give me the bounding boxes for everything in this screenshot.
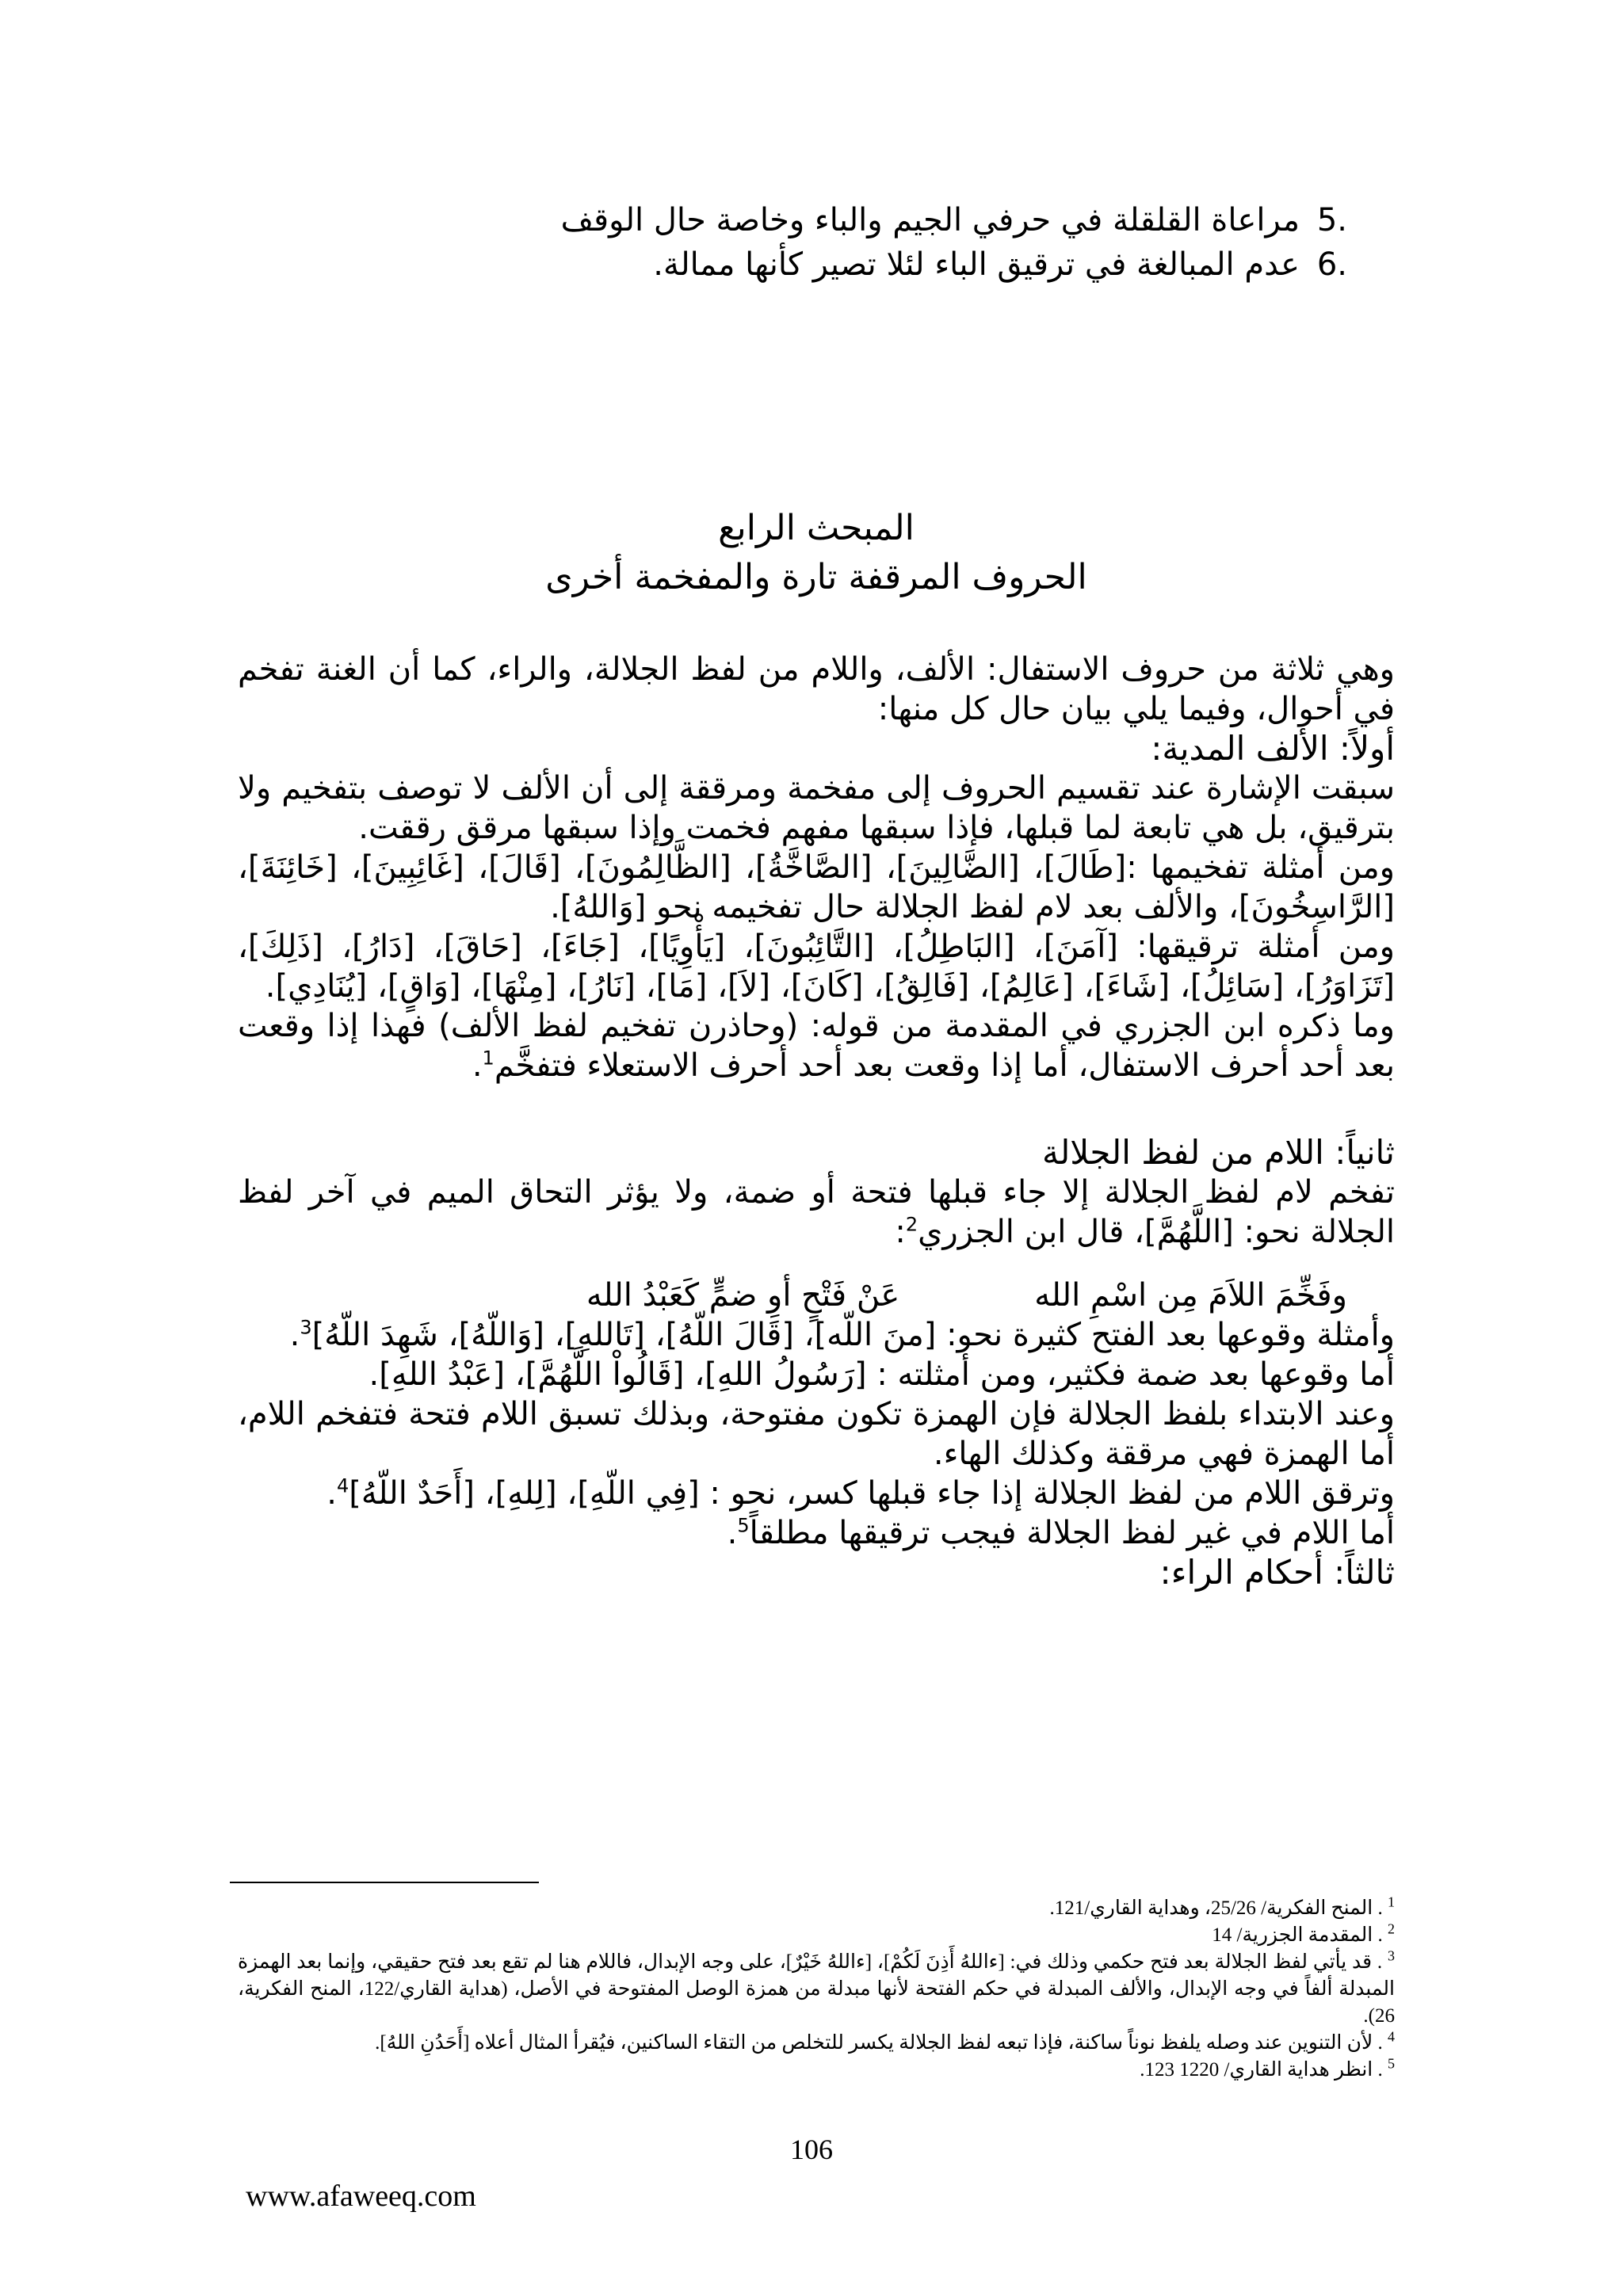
paragraph-end: . [472,1047,483,1084]
numbered-list [238,198,1395,287]
list-item-number: .5 [1316,202,1347,238]
intro-paragraph: وهي ثلاثة من حروف الاستفال: الألف، واللام من لفظ الجلالة، والراء، كما أن الغنة تفخم في أحوال، وفيما يلي بيان حال كل منها: [238,651,1395,727]
paragraph-end: . [327,1475,337,1512]
verse-second-half: عَنْ فَتْحٍ أوِ ضمٍّ كَعَبْدُ الله [586,1277,900,1314]
footnote-text: . المنح الفكرية/ 25/26، وهداية القاري/121. [1049,1897,1383,1919]
section-heading [238,504,1395,602]
list-item-number: .6 [1316,246,1347,283]
footnote-text: . المقدمة الجزرية/ 14 [1212,1924,1383,1946]
body-text [238,650,1395,1592]
footnote-ref: 3 [300,1316,312,1339]
lam-paragraph-6-text: أما اللام في غير لفظ الجلالة فيجب ترقيقها مطلقاً [749,1515,1395,1551]
section-subtitle: الحروف المرقفة تارة والمفخمة أخرى [545,557,1087,597]
spacer [238,1085,1395,1133]
alif-paragraph-2: ومن أمثلة تفخيمها :[طَالَ]، [الضَّالِينَ]، [الصَّاخَّةُ]، [الظَّالِمُونَ]، [قَالَ]، [غَائِبِينَ]، [خَائِنَةَ]، [الرَّاسِخُونَ]، والألف بعد لام لفظ الجلالة حال تفخيمه نحو [وَاللهُ]. [238,849,1395,925]
alif-paragraph-1: سبقت الإشارة عند تقسيم الحروف إلى مفخمة ومرققة إلى أن الألف لا توصف بتفخيم ولا بترقيق، بل هي تابعة لما قبلها، فإذا سبقها مفهم فخمت وإذا سبقها مرقق رققت. [238,770,1395,846]
verse-first-half: وفَخِّمَ اللاَمَ مِن اسْمِ الله [1034,1277,1347,1314]
lam-paragraph-1-text: تفخم لام لفظ الجلالة إلا جاء قبلها فتحة أو ضمة، ولا يؤثر التحاق الميم في آخر لفظ الجلالة نحو: [اللَّهُمَّ]، قال ابن الجزري [238,1174,1395,1250]
spacer [238,1252,1395,1276]
footnote-text: . انظر هداية القاري/ 1220 123. [1140,2059,1383,2081]
paragraph-end: . [289,1317,300,1353]
footnote-number: 1 [1388,1894,1395,1910]
lam-paragraph-1 [238,1173,1395,1252]
footnote [238,1895,1395,1922]
lam-paragraph-5 [238,1474,1395,1513]
footnote-divider [230,1882,539,1883]
paragraph-end: . [727,1515,738,1551]
footnote-ref: 2 [905,1213,918,1236]
footnote-ref: 5 [737,1514,750,1537]
footnote-number: 2 [1388,1920,1395,1937]
lam-paragraph-2-text: وأمثلة وقوعها بعد الفتح كثيرة نحو: [منَ اللّه]، [قَالَ اللّهُ]، [تَاللهِ]، [وَاللّهُ]، شَهِدَ اللّهُ] [311,1317,1395,1353]
footnote-number: 5 [1388,2055,1395,2072]
page-number: 106 [790,2134,833,2165]
alif-paragraph-4 [238,1006,1395,1085]
paragraph-end: : [895,1214,906,1250]
footnotes [238,1895,1395,2084]
footnote-number: 4 [1388,2028,1395,2045]
lam-paragraph-6 [238,1513,1395,1553]
footnote [238,2030,1395,2057]
section-title: المبحث الرابع [718,508,915,548]
alif-paragraph-3: ومن أمثلة ترقيقها: [آمَنَ]، [البَاطِلُ]، [التَّائِبُونَ]، [يَأْوِيًا]، [جَاءَ]، [حَاقَ]، [دَارُ]، [ذَلِكَ]، [تَزَاوَرُ]، [سَائِلُ]، [شَاءَ]، [عَالِمُ]، [فَالِقُ]، [كَانَ]، [لاَ]، [مَا]، [نَارُ]، [مِنْهَا]، [وَاقٍ]، [يُنَادِي]. [238,929,1395,1005]
list-item [238,198,1347,242]
footnote [238,1922,1395,1949]
list-item-text: عدم المبالغة في ترقيق الباء لئلا تصير كأنها ممالة. [653,246,1300,283]
poem-verse [238,1276,1395,1315]
lam-heading: ثانياً: اللام من لفظ الجلالة [1041,1133,1395,1172]
footnote-text: . لأن التنوين عند وصله يلفظ نوناً ساكنة، فإذا تبعه لفظ الجلالة يكسر للتخلص من التقاء الساكنين، فيُقرأ المثال أعلاه [أَحَدُنِ اللهُ]. [375,2032,1383,2054]
lam-paragraph-5-text: وترقق اللام من لفظ الجلالة إذا جاء قبلها كسر، نحو : [فِي اللّهِ]، [لِلهِ]، [أَحَدٌ اللّهُ] [349,1475,1395,1512]
ra-heading: ثالثاً: أحكام الراء: [1159,1553,1395,1592]
lam-paragraph-4: وعند الابتداء بلفظ الجلالة فإن الهمزة تكون مفتوحة، وبذلك تسبق اللام فتحة فتفخم اللام، أما الهمزة فهي مرققة وكذلك الهاء. [238,1396,1395,1472]
footnote-ref: 4 [336,1474,349,1497]
lam-paragraph-3: أما وقوعها بعد ضمة فكثير، ومن أمثلته : [رَسُولُ اللهِ]، [قَالُواْ اللَّهُمَّ]، [عَبْدُ اللهِ]. [369,1356,1395,1393]
footnote [238,2057,1395,2084]
alif-paragraph-4-text: وما ذكره ابن الجزري في المقدمة من قوله: (وحاذرن تفخيم لفظ الألف) فهذا إذا وقعت بعد أحد أحرف الاستفال، أما إذا وقعت بعد أحد أحرف الاستعلاء فتفخَّم [238,1008,1395,1084]
list-item [238,242,1347,287]
footnote-text: . قد يأتي لفظ الجلالة بعد فتح حكمي وذلك في: [ءاللهُ أَذِنَ لَكُمْ]، [ءاللهُ خَيْرٌ]، على وجه الإبدال، فاللام هنا لم تقع بعد فتح حقيقي، وإنما بعد الهمزة المبدلة ألفاً في وجه الإبدال، والألف المبدلة في حكم الفتحة لأنها مبدلة من همزة الوصل المفتوحة في الأصل، (هداية القاري/122، المنح الفكرية، 26). [238,1951,1395,2027]
footnote-number: 3 [1388,1947,1396,1964]
lam-paragraph-2 [238,1315,1395,1355]
footnote-ref: 1 [482,1047,495,1070]
footnote [238,1949,1395,2030]
website-link[interactable]: www.afaweeq.com [246,2180,476,2213]
list-item-text: مراعاة القلقلة في حرفي الجيم والباء وخاصة حال الوقف [560,202,1300,238]
alif-heading: أولاً: الألف المدية: [1151,729,1395,768]
